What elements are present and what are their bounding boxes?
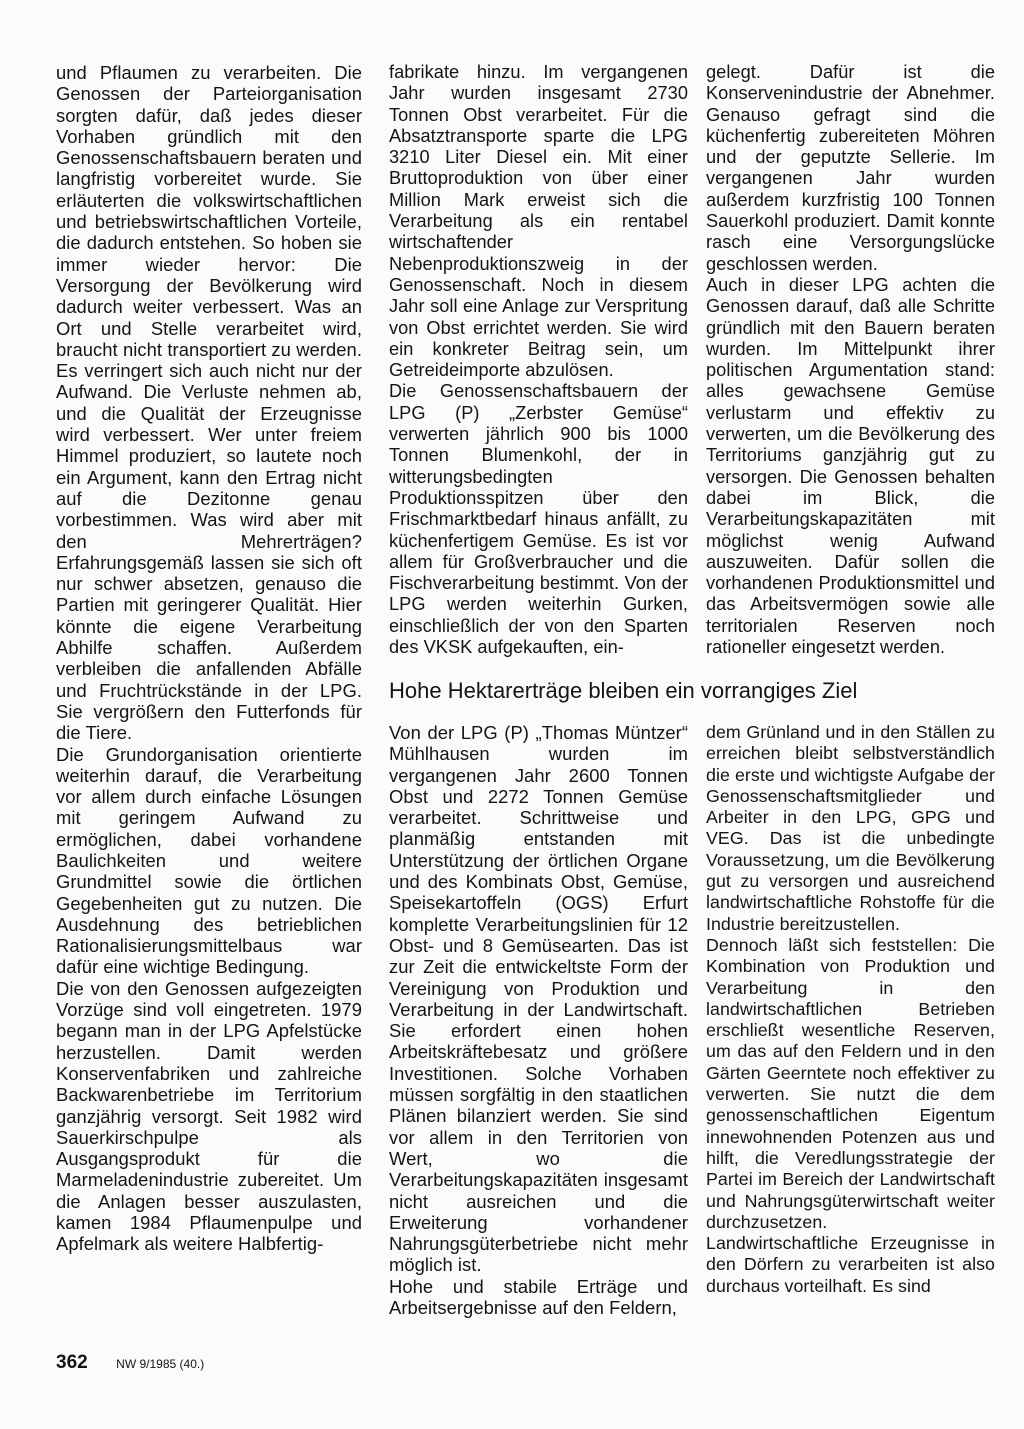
paragraph: und Pflaumen zu verarbeiten. Die Genossen der Parteiorganisation sorgten dafür, daß jedes dieser Vorhaben gründlich mit den Genossenschaftsbauern beraten und langfristig vorbereitet wurde. Sie erläuterten die volkswirtschaftlichen und betriebswirtschaftlichen Vorteile, die dadurch entstehen. So hoben sie immer wieder hervor: Die Versorgung der Bevölkerung wird dadurch weiter verbessert. Was an Ort und Stelle verarbeitet wird, braucht nicht transportiert zu werden. Es verringert sich auch nicht nur der Aufwand. Die Verluste nehmen ab, und die Qualität der Erzeugnisse wird verbessert. Wer unter freiem Himmel produziert, so lautete noch ein Argument, kann den Ertrag nicht auf die Dezitonne genau vorbestimmen. Was wird aber mit den Mehrerträgen? Erfahrungsgemäß lassen sie sich oft nur schwer absetzen, genauso die Partien mit geringerer Qualität. Hier könnte die eigene Verarbeitung Abhilfe schaffen. Außerdem verbleiben die anfallenden Abfälle und Fruchtrückstände in der LPG. Sie vergrößern den Futterfonds für die Tiere. (56, 62, 362, 744)
paragraph: Auch in dieser LPG achten die Genossen darauf, daß alle Schritte gründlich mit den Bauern beraten wurden. Im Mittelpunkt ihrer politischen Argumentation stand: alles gewachsene Gemüse verlustarm und effektiv zu verwerten, um die Bevölkerung des Territoriums ganzjährig gut zu versorgen. Die Genossen behalten dabei im Blick, die Verarbeitungskapazitäten mit möglichst wenig Aufwand auszuweiten. Dafür sollen die vorhandenen Produktionsmittel und das Arbeitsvermögen sowie alle territorialen Reserven noch rationeller eingesetzt werden. (706, 274, 995, 658)
text-column-1 (56, 62, 362, 1255)
page-footer (56, 1352, 204, 1374)
text-column-3 (706, 62, 995, 658)
paragraph: Dennoch läßt sich feststellen: Die Kombination von Produktion und Verarbeitung in den landwirtschaftlichen Betrieben erschließt wesentliche Reserven, um das auf den Feldern und in den Gärten Geerntete noch effektiver zu verwerten. Sie nutzt die dem genossenschaftlichen Eigentum innewohnenden Potenzen aus und hilft, die Veredlungsstrategie der Partei im Bereich der Landwirtschaft und Nahrungsgüterwirtschaft weiter durchzusetzen. (706, 934, 995, 1232)
text-column-4 (389, 722, 688, 1318)
paragraph: Landwirtschaftliche Erzeugnisse in den Dörfern zu verarbeiten ist also durchaus vorteilhaft. Es sind (706, 1233, 995, 1296)
text-column-5 (706, 722, 995, 1297)
paragraph: Hohe und stabile Erträge und Arbeitsergebnisse auf den Feldern, (389, 1275, 688, 1319)
paragraph: Die Grundorganisation orientierte weiterhin darauf, die Verarbeitung vor allem durch einfache Lösungen mit geringem Aufwand zu ermöglichen, dabei vorhandene Baulichkeiten und weitere Grundmittel sowie die örtlichen Gegebenheiten gut zu nutzen. Die Ausdehnung des betrieblichen Rationalisierungsmittelbaus war dafür eine wichtige Bedingung. (56, 743, 362, 978)
paragraph: Die Genossenschaftsbauern der LPG (P) „Zerbster Gemüse“ verwerten jährlich 900 bis 1000 Tonnen Blumenkohl, der in witterungsbedingten Produktionsspitzen über den Frischmarktbedarf hinaus anfällt, zu küchenfertigem Gemüse. Es ist vor allem für Großverbraucher und die Fischverarbeitung bestimmt. Von der LPG werden weiterhin Gurken, einschließlich der von den Sparten des VKSK aufgekauften, ein- (389, 381, 688, 658)
paragraph: dem Grünland und in den Ställen zu erreichen bleibt selbstverständlich die erste und wichtigste Aufgabe der Genossenschaftsmitglieder und Arbeiter in den LPG, GPG und VEG. Das ist die unbedingte Voraussetzung, um die Bevölkerung gut zu versorgen und ausreichend landwirtschaftliche Rohstoffe für die Industrie bereitzustellen. (706, 722, 995, 934)
text-column-2 (389, 62, 688, 658)
issue-label: NW 9/1985 (40.) (116, 1357, 205, 1371)
paragraph: Die von den Genossen aufgezeigten Vorzüge sind voll eingetreten. 1979 begann man in der LPG Apfelstücke herzustellen. Damit werden Konservenfabriken und zahlreiche Backwarenbetriebe im Territorium ganzjährig versorgt. Seit 1982 wird Sauerkirschpulpe als Ausgangsprodukt für die Marmeladenindustrie zubereitet. Um die Anlagen besser auszulasten, kamen 1984 Pflaumenpulpe und Apfelmark als weitere Halbfertig- (56, 977, 362, 1255)
paragraph: gelegt. Dafür ist die Konservenindustrie der Abnehmer. Genauso gefragt sind die küchenfertig zubereiteten Möhren und der geputzte Sellerie. Im vergangenen Jahr wurden außerdem kurzfristig 100 Tonnen Sauerkohl produziert. Damit konnte rasch eine Versorgungslücke geschlossen werden. (706, 62, 995, 274)
page-number: 362 (56, 1352, 88, 1373)
paragraph: fabrikate hinzu. Im vergangenen Jahr wurden insgesamt 2730 Tonnen Obst verarbeitet. Für die Absatztransporte sparte die LPG 3210 Liter Diesel ein. Mit einer Bruttoproduktion von über einer Million Mark erweist sich die Verarbeitung als ein rentabel wirtschaftender Nebenproduktionszweig in der Genossenschaft. Noch in diesem Jahr soll eine Anlage zur Verspritung von Obst errichtet werden. Sie wird ein konkreter Beitrag sein, um Getreideimporte abzulösen. (389, 62, 688, 381)
paragraph: Von der LPG (P) „Thomas Müntzer“ Mühlhausen wurden im vergangenen Jahr 2600 Tonnen Obst und 2272 Tonnen Gemüse verarbeitet. Schrittweise und planmäßig entstanden mit Unterstützung der örtlichen Organe und des Kombinats Obst, Gemüse, Speisekartoffeln (OGS) Erfurt komplette Verarbeitungslinien für 12 Obst- und 8 Gemüsearten. Das ist zur Zeit die entwickeltste Form der Vereinigung von Produktion und Verarbeitung in der Landwirtschaft. Sie erfordert einen hohen Arbeitskräftebesatz und größere Investitionen. Solche Vorhaben müssen sorgfältig in den staatlichen Plänen bilanziert werden. Sie sind vor allem in den Territorien von Wert, wo die Verarbeitungskapazitäten insgesamt nicht ausreichen und die Erweiterung vorhandener Nahrungsgüterbetriebe nicht mehr möglich ist. (389, 722, 688, 1276)
section-heading: Hohe Hektarerträge bleiben ein vorrangiges Ziel (389, 678, 858, 703)
